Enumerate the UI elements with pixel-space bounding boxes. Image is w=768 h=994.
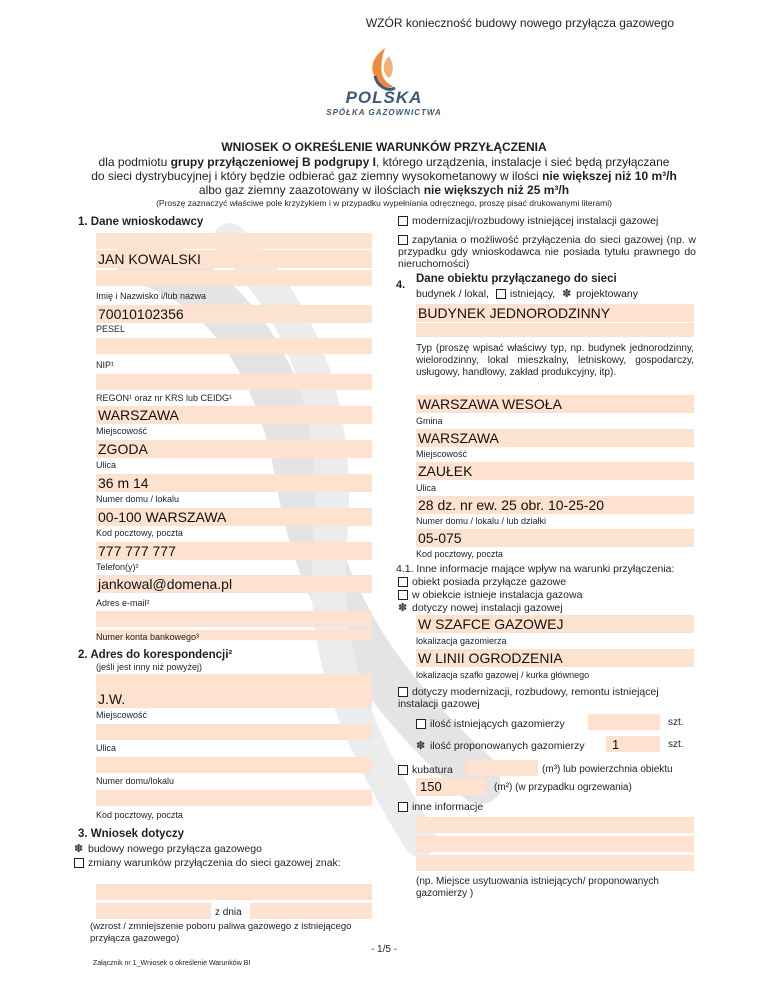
title-note: (Proszę zaznaczyć właściwe pole krzyżykiem i w przypadku wypełniania odręcznego, proszę pisać drukowanymi literami) bbox=[156, 198, 612, 208]
checked-icon[interactable]: ✽ bbox=[562, 288, 572, 301]
city-label: Miejscowość bbox=[96, 426, 148, 436]
area-value: 150 bbox=[420, 779, 442, 794]
corr-postal-label: Kod pocztowy, poczta bbox=[96, 810, 183, 820]
corr-city-field[interactable] bbox=[96, 690, 372, 708]
s3-option-new[interactable]: ✽ budowy nowego przyłącza gazowego bbox=[74, 843, 262, 856]
cabinet-location-value: W LINII OGRODZENIA bbox=[418, 650, 563, 666]
checkbox-icon bbox=[416, 719, 426, 729]
postal-label: Kod pocztowy, poczta bbox=[96, 528, 183, 538]
city-value: WARSZAWA bbox=[98, 407, 179, 423]
name-value: JAN KOWALSKI bbox=[98, 251, 201, 267]
date-field[interactable] bbox=[250, 903, 372, 919]
plot-label: Numer domu / lokalu / lub działki bbox=[416, 516, 547, 526]
checked-icon: ✽ bbox=[398, 602, 408, 615]
kubatura-field[interactable] bbox=[466, 760, 538, 776]
title-line-1: dla podmiotu grupy przyłączeniowej B podgrupy I, którego urządzenia, instalacje i sieć będą przyłączane bbox=[98, 155, 670, 169]
pesel-value: 70010102356 bbox=[98, 306, 184, 322]
checked-icon: ✽ bbox=[74, 843, 84, 856]
checkbox-icon[interactable] bbox=[496, 289, 506, 299]
option-inquiry[interactable]: zapytania o możliwość przyłączenia do sieci gazowej (np. w przypadku gdy wnioskodawca nie posiada tytułu prawnego do nieruchomości) bbox=[398, 234, 696, 270]
checkbox-icon bbox=[398, 216, 408, 226]
attachment-label: Załącznik nr 1_Wniosek o określenie Warunków BI bbox=[93, 960, 251, 967]
option-modernization[interactable]: modernizacji/rozbudowy istniejącej instalacji gazowej bbox=[398, 215, 698, 227]
change-sign-field-2[interactable] bbox=[96, 903, 211, 919]
corr-postal-field[interactable] bbox=[96, 790, 372, 806]
corr-house-field[interactable] bbox=[96, 757, 372, 773]
proposed-meters-unit: szt. bbox=[668, 739, 684, 750]
s41-option-installation[interactable]: w obiekcie istnieje instalacja gazowa bbox=[398, 589, 698, 601]
name-label: Imię i Nazwisko i/lub nazwa bbox=[96, 291, 207, 301]
cabinet-location-label: lokalizacja szafki gazowej / kurka głównego bbox=[416, 670, 590, 680]
kubatura-unit: (m³) lub powierzchnia obiektu bbox=[542, 764, 673, 775]
title-line-3: albo gaz ziemny zaazotowany w ilościach nie większych niż 25 m³/h bbox=[198, 183, 570, 197]
section-3-title: 3. Wniosek dotyczy bbox=[78, 828, 185, 840]
title-line-2: do sieci dystrybucyjnej i który będzie odbierać gaz ziemny wysokometanowy w ilości nie większej niż 10 m³/h bbox=[91, 169, 677, 183]
obj-postal-value: 05-075 bbox=[418, 530, 462, 546]
phone-label: Telefon(y)² bbox=[96, 562, 139, 572]
nip-label: NIP¹ bbox=[96, 360, 114, 370]
meter-location-value: W SZAFCE GAZOWEJ bbox=[418, 616, 564, 632]
other-info-note: (np. Miejsce usytuowania istniejących/ proponowanych gazomierzy ) bbox=[416, 876, 659, 899]
name-field-top[interactable] bbox=[96, 233, 372, 249]
house-label: Numer domu / lokalu bbox=[96, 494, 180, 504]
section-4-title: Dane obiektu przyłączanego do sieci bbox=[416, 273, 617, 285]
other-info-field-2[interactable] bbox=[416, 836, 694, 852]
corr-field-top[interactable] bbox=[96, 674, 372, 690]
option-modernization-2[interactable]: dotyczy modernizacji, rozbudowy, remontu istniejącej instalacji gazowej bbox=[398, 686, 659, 710]
bank-field-1[interactable] bbox=[96, 611, 372, 627]
email-label: Adres e-mail² bbox=[96, 598, 150, 608]
street-value: ZGODA bbox=[98, 441, 148, 457]
s41-option-new-installation[interactable]: ✽ dotyczy nowej instalacji gazowej bbox=[398, 602, 563, 615]
gmina-value: WARSZAWA WESOŁA bbox=[418, 396, 562, 412]
section-1-title: 1. Dane wnioskodawcy bbox=[78, 216, 204, 228]
proposed-meters-value: 1 bbox=[612, 737, 620, 752]
obj-city-label: Miejscowość bbox=[416, 449, 468, 459]
s3-note: (wzrost / zmniejszenie poboru paliwa gazowego z istniejącego przyłącza gazowego) bbox=[90, 921, 352, 944]
building-field-2[interactable] bbox=[416, 323, 694, 337]
corr-street-label: Ulica bbox=[96, 743, 117, 753]
existing-meters-row[interactable]: ilość istniejących gazomierzy bbox=[416, 718, 616, 730]
building-value: BUDYNEK JEDNORODZINNY bbox=[418, 305, 611, 321]
existing-meters-field[interactable] bbox=[588, 714, 660, 730]
other-info-field-1[interactable] bbox=[416, 817, 694, 833]
section-4-1-title: 4.1. Inne informacje mające wpływ na warunki przyłączenia: bbox=[396, 563, 675, 575]
change-sign-field-1[interactable] bbox=[96, 884, 372, 900]
regon-field[interactable] bbox=[96, 374, 372, 390]
page-number: - 1/5 - bbox=[370, 944, 398, 955]
pesel-label: PESEL bbox=[96, 324, 126, 334]
section-4-number: 4. bbox=[396, 279, 406, 291]
checkbox-icon bbox=[398, 687, 408, 697]
street-label: Ulica bbox=[96, 460, 117, 470]
nip-field[interactable] bbox=[96, 338, 372, 354]
checkbox-icon bbox=[398, 765, 408, 775]
corr-street-field[interactable] bbox=[96, 724, 372, 740]
other-info-field-3[interactable] bbox=[416, 855, 694, 871]
email-value: jankowal@domena.pl bbox=[98, 576, 233, 592]
logo-subtitle: SPÓŁKA GAZOWNICTWA bbox=[326, 108, 442, 117]
checkbox-icon bbox=[398, 590, 408, 600]
header-note: WZÓR konieczność budowy nowego przyłącza gazowego bbox=[365, 16, 674, 30]
checkbox-icon bbox=[74, 858, 84, 868]
house-value: 36 m 14 bbox=[98, 475, 149, 491]
z-dnia-label: z dnia bbox=[215, 907, 242, 918]
section-4-building-type: budynek / lokal, istniejący, ✽ projektowany bbox=[416, 288, 639, 301]
s41-option-connection[interactable]: obiekt posiada przyłącze gazowe bbox=[398, 576, 698, 588]
corr-house-label: Numer domu/lokalu bbox=[96, 776, 175, 786]
obj-street-value: ZAUŁEK bbox=[418, 463, 473, 479]
building-type-note: Typ (proszę wpisać właściwy typ, np. budynek jednorodzinny, wielorodzinny, lokal mieszkalny, letniskowy, gospodarczy, usługowy, handlowy, zakład produkcyjny, itp). bbox=[416, 343, 694, 378]
existing-meters-unit: szt. bbox=[668, 717, 684, 728]
logo-name: POLSKA bbox=[345, 88, 423, 107]
checkbox-icon bbox=[398, 577, 408, 587]
corr-city-label: Miejscowość bbox=[96, 710, 148, 720]
bank-label: Numer konta bankowego³ bbox=[96, 632, 200, 642]
name-field-bottom[interactable] bbox=[96, 270, 372, 286]
proposed-meters-row[interactable]: ✽ ilość proponowanych gazomierzy bbox=[416, 740, 585, 753]
corr-value: J.W. bbox=[98, 691, 126, 707]
form-title: WNIOSEK O OKREŚLENIE WARUNKÓW PRZYŁĄCZENIA bbox=[221, 140, 547, 154]
checked-icon: ✽ bbox=[416, 740, 426, 753]
section-2-subtitle: (jeśli jest inny niż powyżej) bbox=[96, 662, 203, 672]
kubatura-row[interactable]: kubatura bbox=[398, 764, 478, 776]
postal-value: 00-100 WARSZAWA bbox=[98, 509, 227, 525]
plot-value: 28 dz. nr ew. 25 obr. 10-25-20 bbox=[418, 497, 605, 513]
obj-city-value: WARSZAWA bbox=[418, 430, 499, 446]
flame-logo-icon bbox=[363, 46, 403, 92]
checkbox-icon bbox=[398, 802, 408, 812]
section-2-title: 2. Adres do korespondencji² bbox=[78, 649, 233, 661]
s3-option-change[interactable]: zmiany warunków przyłączenia do sieci gazowej znak: bbox=[74, 857, 364, 869]
checkbox-icon bbox=[398, 235, 408, 245]
obj-postal-label: Kod pocztowy, poczta bbox=[416, 549, 503, 559]
regon-label: REGON¹ oraz nr KRS lub CEIDG¹ bbox=[96, 393, 233, 403]
obj-street-label: Ulica bbox=[416, 483, 437, 493]
phone-value: 777 777 777 bbox=[98, 543, 176, 559]
gmina-label: Gmina bbox=[416, 416, 443, 426]
other-info-row[interactable]: inne informacje bbox=[398, 801, 598, 813]
meter-location-label: lokalizacja gazomierza bbox=[416, 636, 507, 646]
area-unit: (m²) (w przypadku ogrzewania) bbox=[494, 782, 632, 793]
